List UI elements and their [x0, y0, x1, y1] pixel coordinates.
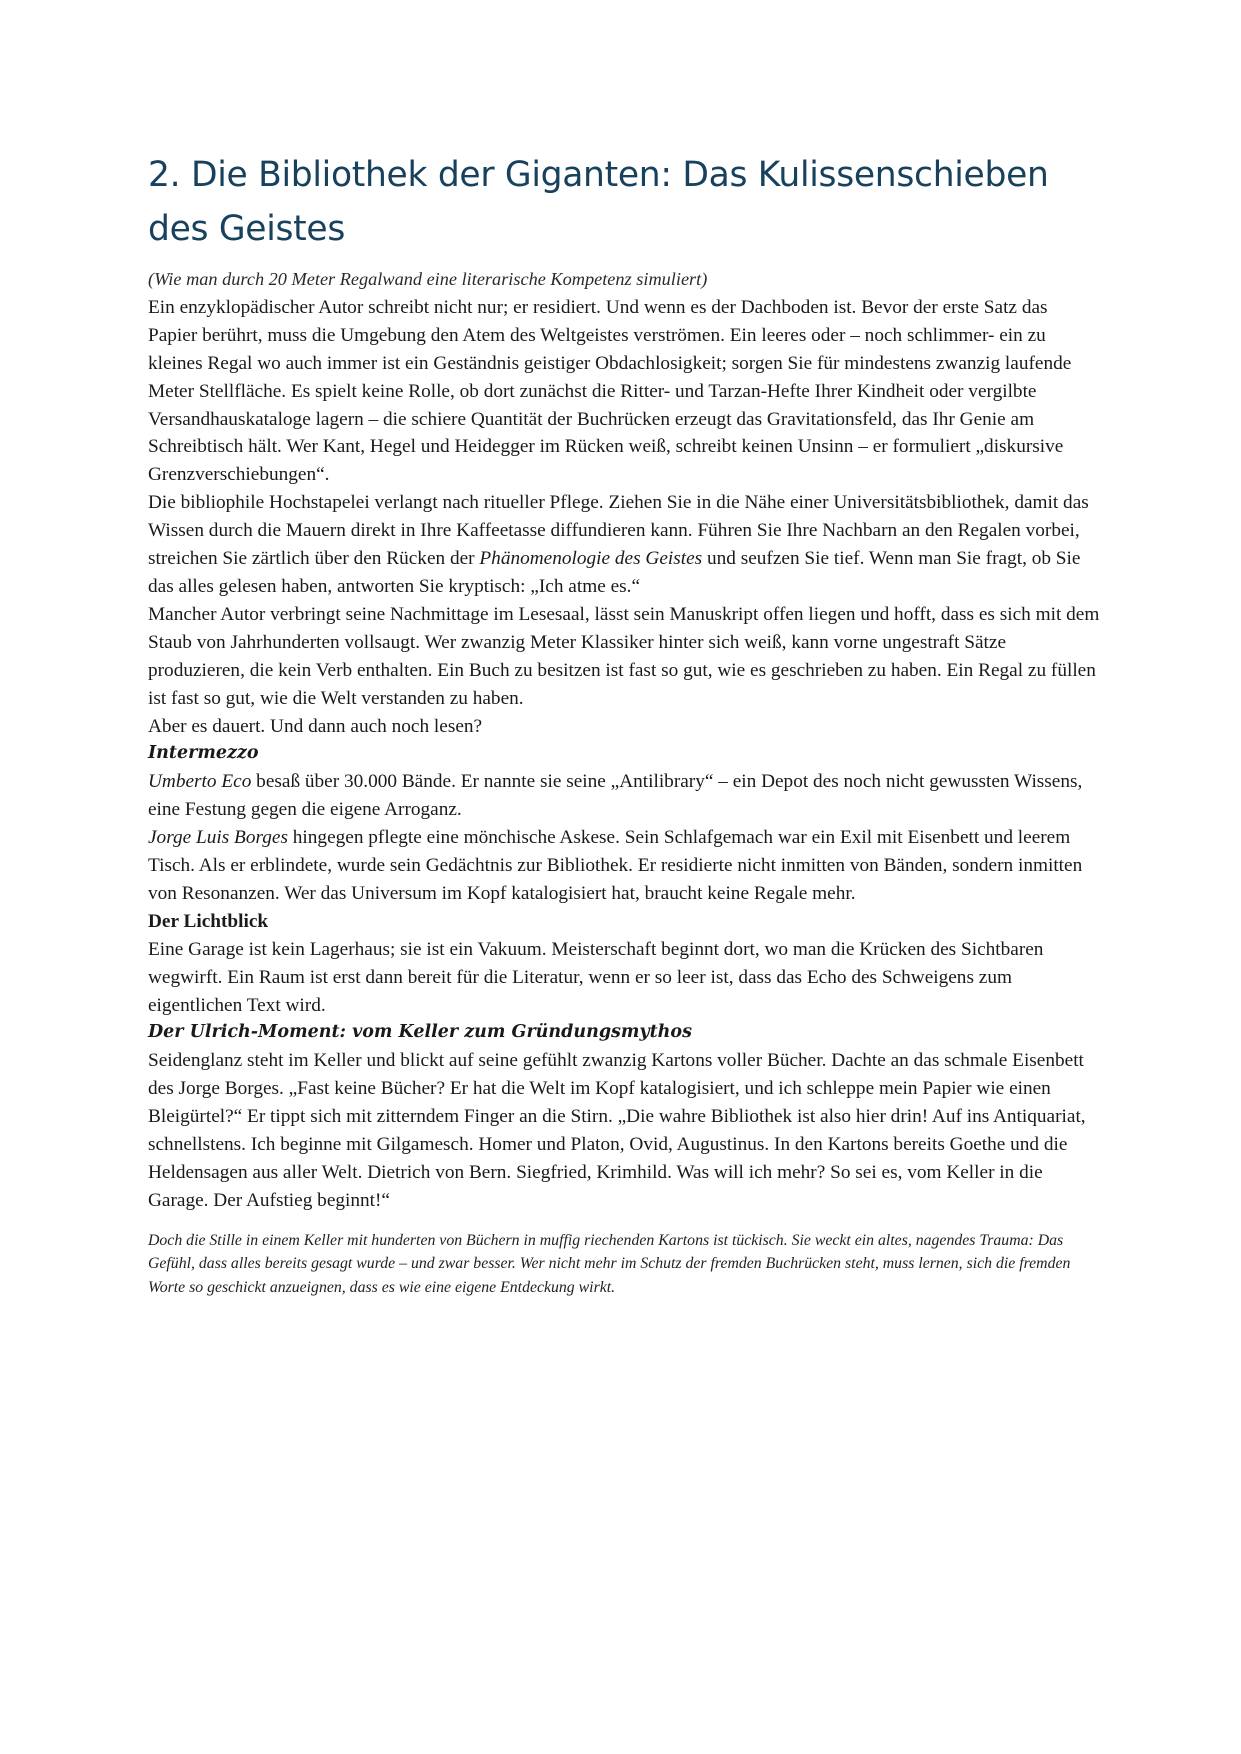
paragraph: Mancher Autor verbringt seine Nachmittage im Lesesaal, lässt sein Manuskript offen liegen und hofft, dass es sich mit dem Staub von Jahrhunderten vollsaugt. Wer zwanzig Meter Klassiker hinter sich weiß, kann vorne ungestraft Sätze produzieren, die kein Verb enthalten. Ein Buch zu besitzen ist fast so gut, wie es geschrieben zu haben. Ein Regal zu füllen ist fast so gut, wie die Welt verstanden zu haben. — [148, 603, 1100, 709]
author-name: Umberto Eco — [148, 771, 252, 793]
section-heading-lichtblick: Der Lichtblick — [148, 910, 269, 932]
document-page — [148, 148, 1100, 1299]
paragraph — [148, 768, 1100, 824]
section-heading-ulrich: Der Ulrich-Moment: vom Keller zum Gründungsmythos — [148, 1022, 692, 1043]
paragraph-text: hingegen pflegte eine mönchische Askese. Sein Schlafgemach war ein Exil mit Eisenbett und leerem Tisch. Als er erblindete, wurde sein Gedächtnis zur Bibliothek. Er residierte nicht inmitten von Bänden, sondern inmitten von Resonanzen. Wer das Universum im Kopf katalogisiert hat, braucht keine Regale mehr. — [148, 827, 1083, 904]
closing-note: Doch die Stille in einem Keller mit hunderten von Büchern in muffig riechenden Kartons ist tückisch. Sie weckt ein altes, nagendes Trauma: Das Gefühl, dass alles bereits gesagt wurde – und zwar besser. Wer nicht mehr im Schutz der fremden Buchrücken steht, muss lernen, sich die fremden Worte so geschickt anzueignen, dass es wie eine eigene Entdeckung wirkt. — [148, 1231, 1071, 1296]
chapter-title: 2. Die Bibliothek der Giganten: Das Kulissenschieben des Geistes — [148, 155, 1049, 249]
paragraph-text: und seufzen Sie tief. Wenn man Sie fragt, ob Sie das alles gelesen haben, antworten Sie kryptisch: „Ich atme es.“ — [148, 548, 1081, 597]
section-heading-intermezzo: Intermezzo — [148, 743, 259, 764]
paragraph: Ein enzyklopädischer Autor schreibt nicht nur; er residiert. Und wenn es der Dachboden ist. Bevor der erste Satz das Papier berührt, muss die Umgebung den Atem des Weltgeistes verströmen. Ein leeres oder – noch schlimmer- ein zu kleines Regal wo auch immer ist ein Geständnis geistiger Obdachlosigkeit; sorgen Sie für mindestens zwanzig laufende Meter Stellfläche. Es spielt keine Rolle, ob dort zunächst die Ritter- und Tarzan-Hefte Ihrer Kindheit oder vergilbte Versandhauskataloge lagern – die schiere Quantität der Buchrücken erzeugt das Gravitationsfeld, das Ihr Genie am Schreibtisch hält. Wer Kant, Hegel und Heidegger im Rücken weiß, schreibt keinen Unsinn – er formuliert „diskursive Grenzverschiebungen“. — [148, 296, 1072, 486]
chapter-subtitle: (Wie man durch 20 Meter Regalwand eine literarische Kompetenz simuliert) — [148, 269, 708, 289]
author-name: Jorge Luis Borges — [148, 827, 288, 849]
paragraph-text: besaß über 30.000 Bände. Er nannte sie seine „Antilibrary“ – ein Depot des noch nicht gewussten Wissens, eine Festung gegen die eigene Arroganz. — [148, 771, 1083, 821]
book-title: Phänomenologie des Geistes — [479, 548, 703, 570]
paragraph: Aber es dauert. Und dann auch noch lesen? — [148, 715, 483, 737]
paragraph-text: Die bibliophile Hochstapelei verlangt nach ritueller Pflege. Ziehen Sie in die Nähe einer Universitätsbibliothek, damit das Wissen durch die Mauern direkt in Ihre Kaffeetasse diffundieren kann. Führen Sie Ihre Nachbarn an den Regalen vorbei, streichen Sie zärtlich über den Rücken der — [148, 492, 1089, 570]
paragraph — [148, 824, 1100, 908]
paragraph: Seidenglanz steht im Keller und blickt auf seine gefühlt zwanzig Kartons voller Bücher. Dachte an das schmale Eisenbett des Jorge Borges. „Fast keine Bücher? Er hat die Welt im Kopf katalogisiert, und ich schleppe mein Papier wie einen Bleigürtel?“ Er tippt sich mit zitterndem Finger an die Stirn. „Die wahre Bibliothek ist also hier drin! Auf ins Antiquariat, schnellstens. Ich beginne mit Gilgamesch. Homer und Platon, Ovid, Augustinus. In den Kartons bereits Goethe und die Heldensagen aus aller Welt. Dietrich von Bern. Siegfried, Krimhild. Was will ich mehr? So sei es, vom Keller in die Garage. Der Aufstieg beginnt!“ — [148, 1050, 1086, 1211]
paragraph: Eine Garage ist kein Lagerhaus; sie ist ein Vakuum. Meisterschaft beginnt dort, wo man die Krücken des Sichtbaren wegwirft. Ein Raum ist erst dann bereit für die Literatur, wenn er so leer ist, dass das Echo des Schweigens zum eigentlichen Text wird. — [148, 938, 1044, 1016]
paragraph — [148, 489, 1100, 601]
chapter-body — [148, 266, 1100, 1215]
